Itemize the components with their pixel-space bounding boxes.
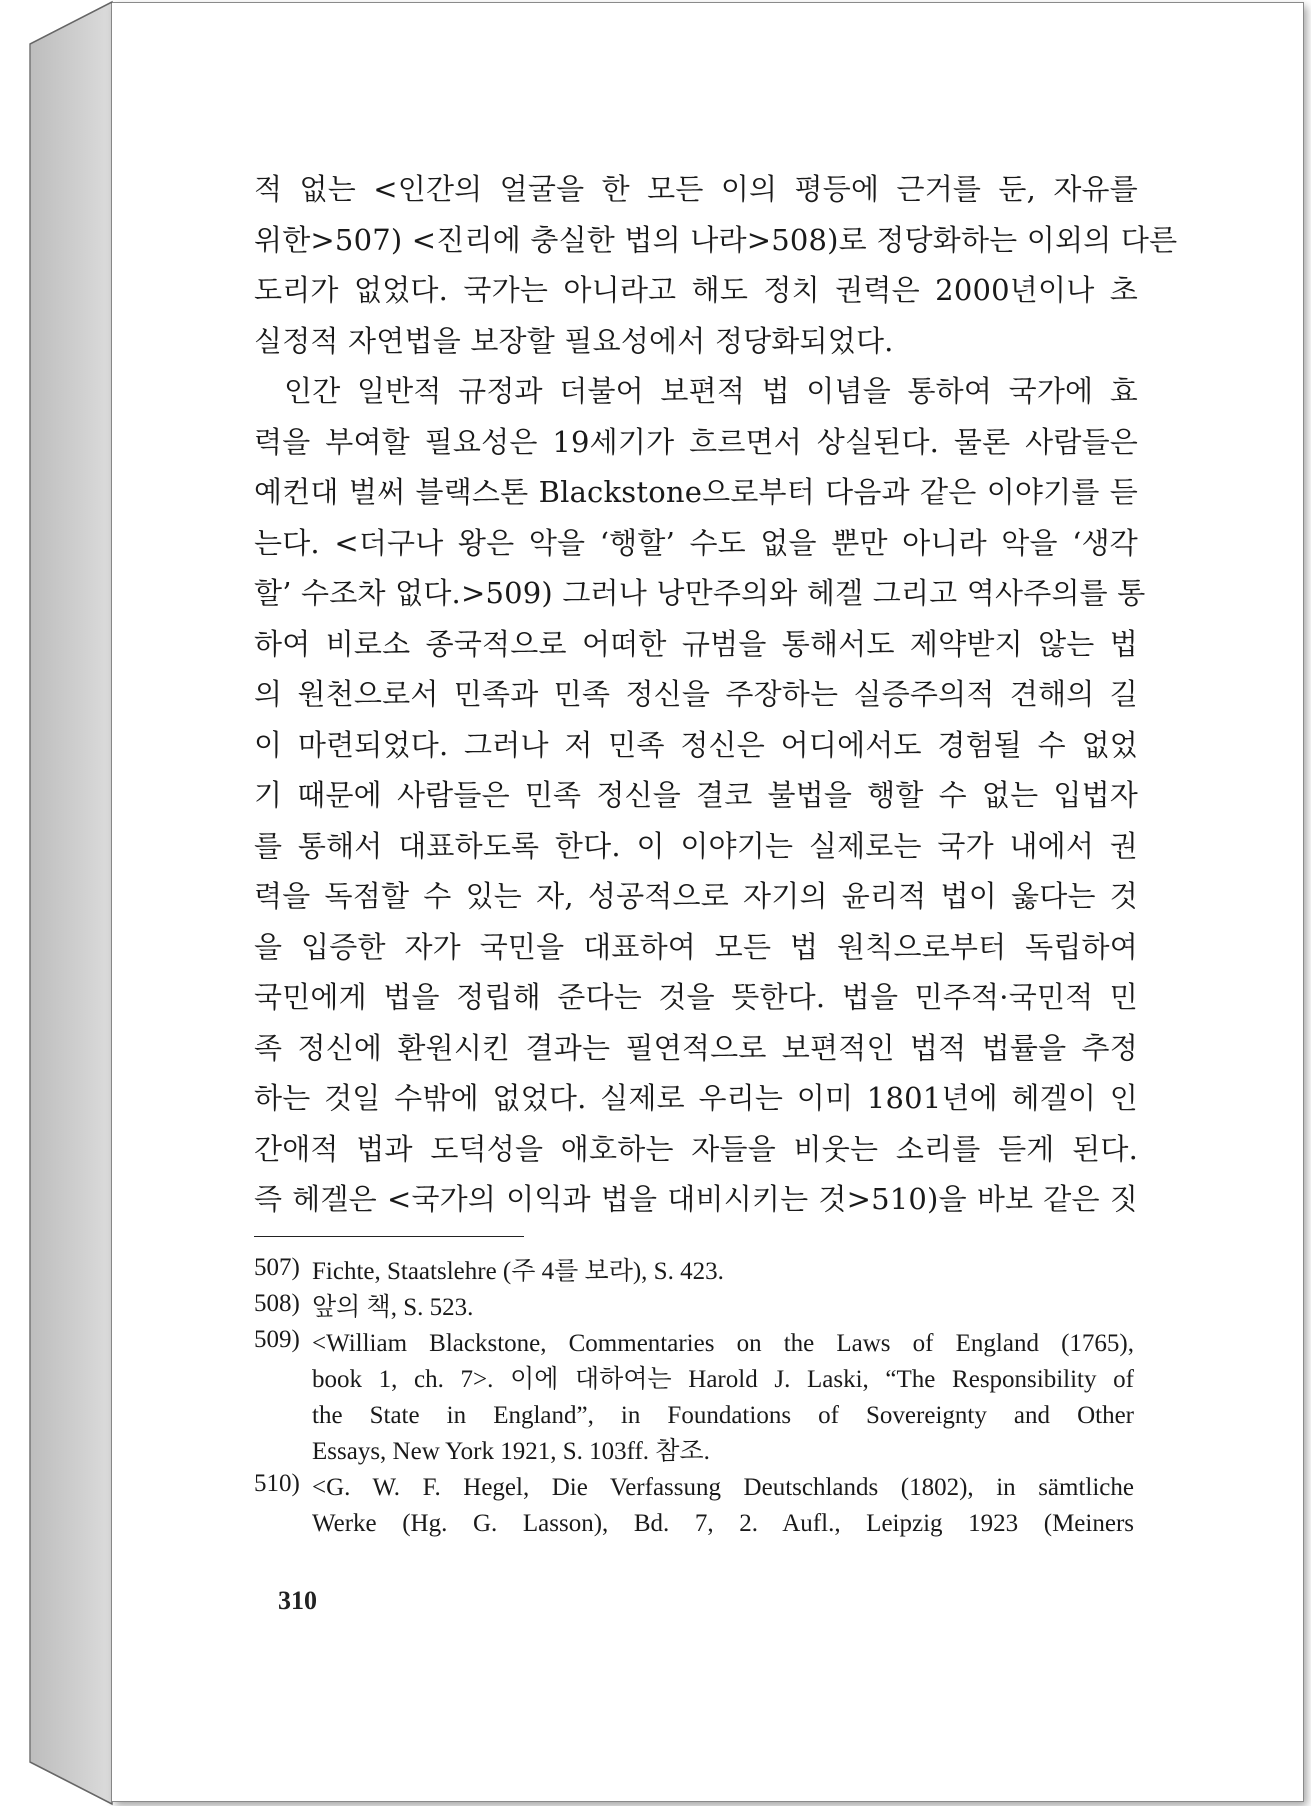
footnote-line: the State in England”, in Foundations of Sovereignty and Other — [312, 1402, 1134, 1429]
footnote-508 — [254, 1290, 1134, 1326]
footnote-line: <G. W. F. Hegel, Die Verfassung Deutschlands (1802), in sämtliche — [312, 1474, 1134, 1501]
body-line: 기 때문에 사람들은 민족 정신을 결코 불법을 행할 수 없는 입법자 — [254, 778, 1138, 812]
body-line: 예컨대 벌써 블랙스톤 Blackstone으로부터 다음과 같은 이야기를 듣 — [254, 475, 1138, 509]
footnote-510 — [254, 1470, 1134, 1542]
footnote-line: Fichte, Staatslehre (주 4를 보라), S. 423. — [312, 1258, 724, 1285]
body-line: 의 원천으로서 민족과 민족 정신을 주장하는 실증주의적 견해의 길 — [254, 677, 1138, 711]
footnotes — [254, 1254, 1134, 1542]
body-line: 적 없는 <인간의 얼굴을 한 모든 이의 평등에 근거를 둔, 자유를 — [254, 172, 1138, 206]
footnote-507 — [254, 1254, 1134, 1290]
body-line: 인간 일반적 규정과 더불어 보편적 법 이념을 통하여 국가에 효 — [284, 374, 1138, 408]
body-line: 간애적 법과 도덕성을 애호하는 자들을 비웃는 소리를 듣게 된다. — [254, 1131, 1138, 1166]
footnote-number: 508) — [254, 1290, 300, 1317]
footnote-line: Essays, New York 1921, S. 103ff. 참조. — [312, 1438, 710, 1465]
body-line: 이 마련되었다. 그러나 저 민족 정신은 어디에서도 경험될 수 없었 — [254, 727, 1138, 762]
body-line: 하는 것일 수밖에 없었다. 실제로 우리는 이미 1801년에 헤겔이 인 — [254, 1081, 1138, 1115]
body-line: 할’ 수조차 없다.>509) 그러나 낭만주의와 헤겔 그리고 역사주의를 통 — [254, 576, 1146, 610]
body-line: 즉 헤겔은 <국가의 이익과 법을 대비시키는 것>510)을 바보 같은 짓 — [254, 1182, 1138, 1216]
footnote-line: 앞의 책, S. 523. — [312, 1294, 474, 1321]
footnote-number: 510) — [254, 1470, 300, 1497]
footnote-line: <William Blackstone, Commentaries on the Laws of England (1765), — [312, 1330, 1134, 1357]
body-text — [254, 164, 1178, 1225]
body-line: 족 정신에 환원시킨 결과는 필연적으로 보편적인 법적 법률을 추정 — [254, 1030, 1138, 1065]
body-line: 도리가 없었다. 국가는 아니라고 해도 정치 권력은 2000년이나 초 — [254, 273, 1138, 307]
body-line: 는다. <더구나 왕은 악을 ‘행할’ 수도 없을 뿐만 아니라 악을 ‘생각 — [254, 525, 1138, 560]
footnote-line: book 1, ch. 7>. 이에 대하여는 Harold J. Laski, “The Responsibility of — [312, 1366, 1134, 1393]
body-line: 하여 비로소 종국적으로 어떠한 규범을 통해서도 제약받지 않는 법 — [254, 626, 1138, 661]
footnote-509 — [254, 1326, 1134, 1470]
page-number: 310 — [278, 1586, 317, 1615]
footnote-number: 509) — [254, 1326, 300, 1353]
footnote-line: Werke (Hg. G. Lasson), Bd. 7, 2. Aufl., Leipzig 1923 (Meiners — [312, 1510, 1134, 1537]
body-line: 를 통해서 대표하도록 한다. 이 이야기는 실제로는 국가 내에서 권 — [254, 828, 1138, 863]
body-line: 력을 독점할 수 있는 자, 성공적으로 자기의 윤리적 법이 옳다는 것 — [254, 879, 1138, 913]
footnote-separator — [254, 1236, 524, 1237]
body-line: 을 입증한 자가 국민을 대표하여 모든 법 원칙으로부터 독립하여 — [254, 929, 1138, 964]
body-line: 위한>507) <진리에 충실한 법의 나라>508)로 정당화하는 이외의 다른 — [254, 222, 1178, 257]
body-line: 력을 부여할 필요성은 19세기가 흐르면서 상실된다. 물론 사람들은 — [254, 424, 1138, 459]
spine-face — [30, 2, 112, 1804]
body-line: 국민에게 법을 정립해 준다는 것을 뜻한다. 법을 민주적·국민적 민 — [254, 980, 1138, 1014]
footnote-number: 507) — [254, 1254, 300, 1281]
body-line: 실정적 자연법을 보장할 필요성에서 정당화되었다. — [254, 323, 894, 358]
